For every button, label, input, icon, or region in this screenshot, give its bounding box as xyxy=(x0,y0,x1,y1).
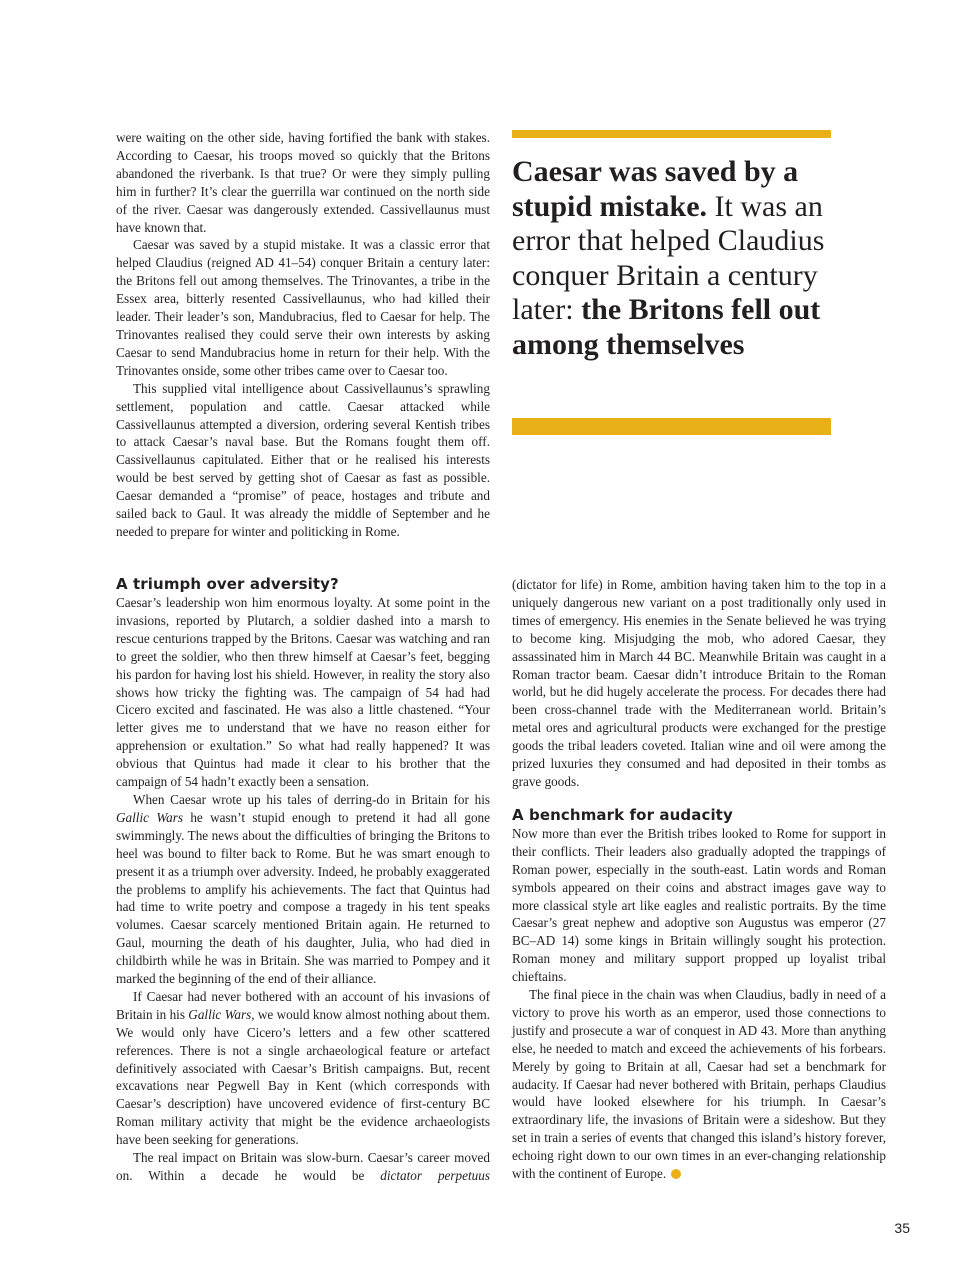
article-column-left-bottom xyxy=(116,575,490,1185)
body-paragraph: Now more than ever the British tribes looked to Rome for support in their conflicts. Their leaders also gradually adopted the trappings of Roman power, especially in the south-east. Latin words and Roman symbols appeared on their coins and abstract images gave way to more classical style art like eagles and realistic portraits. By the time Caesar’s great nephew and adoptive son Augustus was emperor (27 BC–AD 14) some kings in Britain willingly sought his protection. Roman money and military support propped up loyalist tribal chieftains. xyxy=(512,825,886,985)
section-heading: A benchmark for audacity xyxy=(512,805,733,824)
pull-quote-bold-end: the Britons fell out among themselves xyxy=(512,293,821,361)
article-column-right-bottom xyxy=(512,576,886,1183)
body-paragraph: were waiting on the other side, having fortified the bank with stakes. According to Caesar, his troops moved so quickly that the Britons abandoned the riverbank. Is that true? Or were they simply pulling him in further? It’s clear the guerrilla war continued on the north side of the river. Caesar was dangerously extended. Cassivellaunus must have known that. xyxy=(116,130,490,235)
end-mark-icon xyxy=(671,1169,681,1179)
text-run: he wasn’t stupid enough to pretend it had all gone swimmingly. The news about the difficulties of bringing the Britons to heel was bound to filter back to Rome. But he was smart enough to present it as a triumph over adversity. Indeed, he probably exaggerated the problems to amplify his achievements. The fact that Quintus had had time to write poetry and compose a tragedy in his tent speaks volumes. Caesar scarcely mentioned Britain again. He returned to Gaul, mourning the death of his daughter, Julia, who had died in childbirth while he was in Britain. She was married to Pompey and it marked the beginning of the end of their alliance. xyxy=(116,809,491,987)
pull-quote-bottom-rule xyxy=(512,418,831,435)
section-heading: A triumph over adversity? xyxy=(116,575,339,593)
body-paragraph: Caesar was saved by a stupid mistake. It was a classic error that helped Claudius (reigned AD 41–54) conquer Britain a century later: the Britons fell out among themselves. The Trinovantes, a tribe in the Essex area, bitterly resented Cassivellaunus, who had killed their leader. Their leader’s son, Mandubracius, fled to Caesar for help. The Trinovantes realised they could serve their own interests by asking Caesar to send Mandubracius home in return for their help. With the Trinovantes onside, some other tribes came over to Caesar too. xyxy=(116,237,490,378)
pull-quote xyxy=(512,155,842,363)
text-run: , we would know almost nothing about them. We would only have Cicero’s letters and a few other scattered references. There is not a single archaeological feature or artefact definitively associated with Caesar’s British campaigns. But, recent excavations near Pegwell Bay in Kent (which corresponds with Caesar’s description) have uncovered evidence of first-century BC Roman military activity that might be the evidence archaeologists have been seeking for generations. xyxy=(116,1006,490,1148)
italic-title: Gallic Wars xyxy=(116,809,183,825)
body-paragraph xyxy=(116,791,490,988)
page-number: 35 xyxy=(894,1220,910,1236)
text-run: The final piece in the chain was when Claudius, badly in need of a victory to prove his worth as an emperor, used those connections to justify and prosecute a war of conquest in AD 43. More than anything else, he needed to match and exceed the achievements of his forbears. Merely by going to Britain at all, Caesar had set a benchmark for audacity. If Caesar had never bothered with Britain, perhaps Claudius would have looked elsewhere for his triumph. In Caesar’s extraordinary life, the invasions of Britain were a sideshow. But they set in train a series of events that changed this island’s history forever, echoing right down to our own times in an ever-changing relationship with the continent of Europe. xyxy=(512,987,886,1182)
pull-quote-regular: It was an error that helped Claudius conquer Britain a century later: xyxy=(512,189,825,327)
italic-title: Gallic Wars xyxy=(188,1006,252,1022)
body-paragraph xyxy=(512,986,886,1183)
body-paragraph: This supplied vital intelligence about Cassivellaunus’s sprawling settlement, population and cattle. Caesar attacked while Cassivellaunus attempted a diversion, ordering several Kentish tribes to attack Caesar’s naval base. But the Romans fought them off. Cassivellaunus capitulated. Either that or he realised his interests would be best served by getting shot of Caesar as fast as possible. Caesar demanded a “promise” of peace, hostages and tribute and sailed back to Gaul. It was already the middle of September and he needed to prepare for winter and politicking in Rome. xyxy=(116,380,490,539)
body-paragraph xyxy=(116,988,490,1149)
article-column-left-top xyxy=(116,129,490,541)
pull-quote-top-rule xyxy=(512,130,831,138)
text-run: If Caesar had never bothered with an account of his invasions of Britain in his xyxy=(116,988,490,1022)
text-run: When Caesar wrote up his tales of derring-do in Britain for his xyxy=(133,791,490,807)
italic-term: dictator perpetuus xyxy=(380,1168,490,1183)
text-run: The real impact on Britain was slow-burn. Caesar’s career moved on. Within a decade he would be xyxy=(116,1150,490,1183)
body-paragraph: (dictator for life) in Rome, ambition having taken him to the top in a uniquely dangerous new variant on a post traditionally only used in times of emergency. His enemies in the Senate believed he was trying to become king. Misjudging the mob, who adored Caesar, they assassinated him in March 44 BC. Meanwhile Britain was caught in a Roman tractor beam. Caesar didn’t introduce Britain to the Roman world, but he did hugely accelerate the process. For decades there had been cross-channel trade with the Mediterranean world. Britain’s metal ores and agricultural products were exchanged for the prestige goods the tribal leaders coveted. Italian wine and oil were among the prized luxuries they consumed and had deposited in their tombs as grave goods. xyxy=(512,577,886,789)
body-paragraph xyxy=(116,1149,490,1185)
pull-quote-bold-lead: Caesar was saved by a stupid mistake. xyxy=(512,155,799,223)
body-paragraph: Caesar’s leadership won him enormous loyalty. At some point in the invasions, reported by Plutarch, a soldier dashed into a marsh to rescue centurions trapped by the Britons. Caesar was watching and ran to greet the soldier, who then threw himself at Caesar’s feet, begging his pardon for having lost his shield. However, in reality the story also shows how tricky the fighting was. The campaign of 54 had had Cicero excited and fascinated. He was also a little chastened. “Your letter gives me to understand that we have no reason either for apprehension or exultation.” So what had really happened? It was obvious that Quintus had made it clear to his brother that the campaign of 54 hadn’t exactly been a sensation. xyxy=(116,595,490,790)
